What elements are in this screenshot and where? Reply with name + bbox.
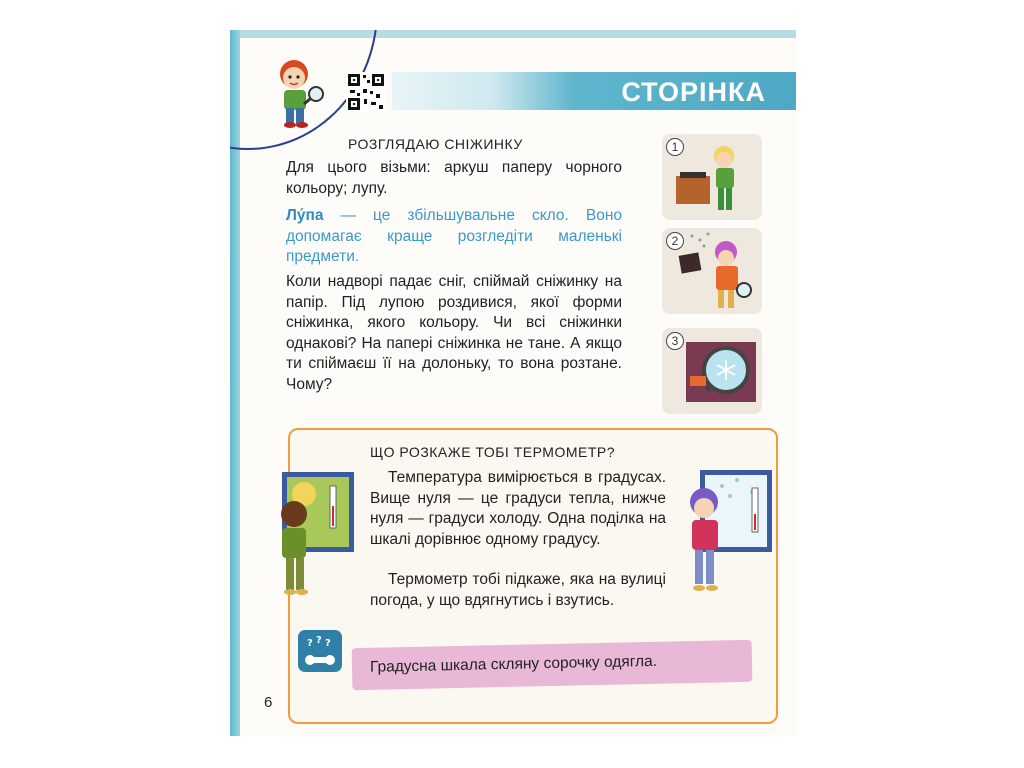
step-card-2 xyxy=(662,228,762,314)
riddle-text: Градусна шкала скляну сорочку одягла. xyxy=(369,652,658,676)
step-number: 3 xyxy=(666,332,684,350)
step-number: 2 xyxy=(666,232,684,250)
svg-text:?: ? xyxy=(325,638,331,649)
materials-text: Для цього візьми: аркуш паперу чорного кольору; лупу. xyxy=(286,159,622,197)
step-card-3 xyxy=(662,328,762,414)
section-heading-snowflake: РОЗГЛЯДАЮ СНІЖИНКУ xyxy=(348,136,523,152)
thermometer-para1: Температура вимірюється в градусах. Вище нуля — це градуси тепла, нижче нуля — градуси холоду. Одна поділка на шкалі дорівнює одному градусу. xyxy=(370,469,666,548)
thermometer-para2: Термометр тобі підкаже, яка на вулиці погода, у що вдягнутись і взутись. xyxy=(370,571,666,609)
definition-term: Лу́па xyxy=(286,207,324,224)
snowflake-body-text: Коли надворі падає сніг, спіймай сніжинку на папір. Під лупою роздивися, якої форми сніжинка, якого кольору. Чи всі сніжинки однакові? На папері сніжинка не тане. А якщо ти спіймаєш її на долоньку, то вона розтане. Чому? xyxy=(286,273,622,393)
textbook-page xyxy=(230,30,796,736)
riddle-icon xyxy=(298,630,342,672)
girl-dressed-warm-illustration xyxy=(682,466,774,600)
qr-code-icon[interactable] xyxy=(346,72,386,112)
step-number: 1 xyxy=(666,138,684,156)
svg-text:?: ? xyxy=(316,635,322,646)
banner-title: СТОРІНКА xyxy=(621,77,766,107)
section-heading-thermometer: ЩО РОЗКАЖЕ ТОБІ ТЕРМОМЕТР? xyxy=(370,444,616,460)
definition-text: — це збільшувальне скло. Воно допомагає краще розгледіти маленькі предмети. xyxy=(286,207,622,265)
boy-at-window-illustration xyxy=(274,466,356,600)
step-card-1 xyxy=(662,134,762,220)
header-banner xyxy=(392,72,796,110)
riddle-banner xyxy=(352,640,753,690)
definition-paragraph xyxy=(286,206,622,268)
page-number: 6 xyxy=(264,694,273,711)
boy-with-magnifier-illustration xyxy=(266,52,330,130)
svg-text:?: ? xyxy=(307,638,313,649)
